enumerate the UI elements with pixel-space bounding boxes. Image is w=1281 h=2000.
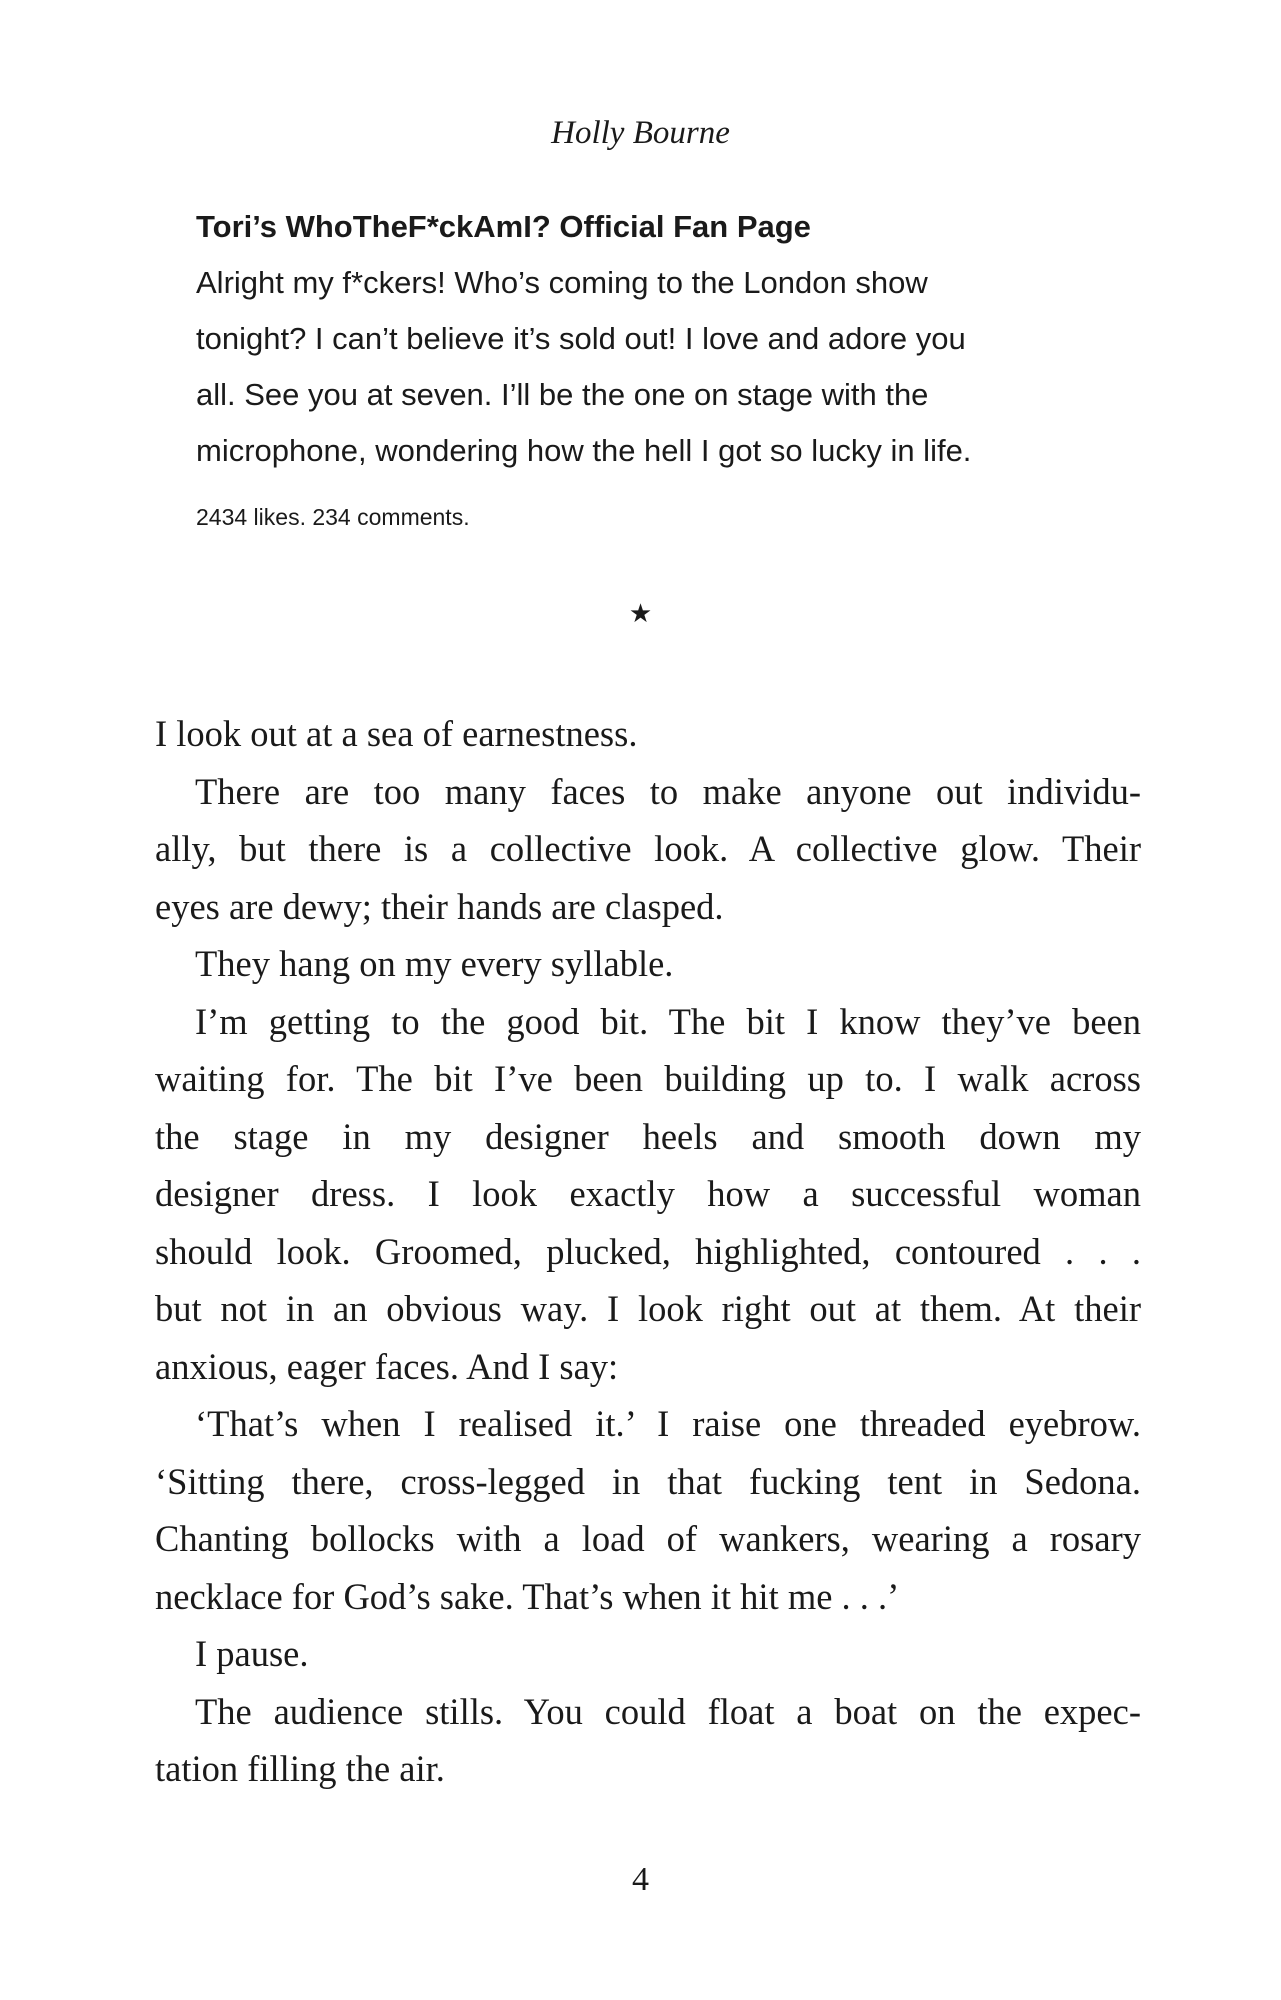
text-line: I look out at a sea of earnestness. [155,713,638,754]
text-line: the stage in my designer heels and smooth down my [155,1115,1141,1157]
text-line: should look. Groomed, plucked, highlighted, contoured . . . [155,1230,1141,1272]
paragraph [155,935,1141,993]
post-body-line: tonight? I can’t believe it’s sold out! I love and adore you [196,321,966,356]
text-line: ‘Sitting there, cross-legged in that fucking tent in Sedona. [155,1460,1141,1502]
text-line: They hang on my every syllable. [195,943,674,984]
text-line: tation filling the air. [155,1748,445,1789]
text-line: anxious, eager faces. And I say: [155,1345,619,1387]
paragraph [155,1395,1141,1625]
text-line: Chanting bollocks with a load of wankers, wearing a rosary [155,1518,1141,1559]
text-line: ‘That’s when I realised it.’ I raise one threaded eyebrow. [195,1403,1141,1444]
post-meta: 2434 likes. 234 comments. [196,504,470,530]
text-line: The audience stills. You could float a boat on the expec- [195,1690,1141,1732]
text-line: There are too many faces to make anyone out individu- [195,770,1141,812]
text-line: eyes are dewy; their hands are clasped. [155,885,724,927]
page-number: 4 [632,1861,649,1898]
fan-page-post [196,205,1096,537]
text-line: waiting for. The bit I’ve been building up to. I walk across [155,1058,1141,1099]
text-line: I’m getting to the good bit. The bit I know they’ve been [195,1000,1141,1042]
section-break-star-icon: ★ [628,599,653,629]
text-line: but not in an obvious way. I look right out at them. At their [155,1288,1141,1329]
running-head: Holly Bourne [551,115,730,151]
post-title: Tori’s WhoTheF*ckAmI? Official Fan Page [196,209,811,244]
text-line: I pause. [195,1633,309,1674]
post-body-line: Alright my f*ckers! Who’s coming to the London show [196,265,928,300]
post-body-line: all. See you at seven. I’ll be the one on stage with the [196,377,929,412]
text-line: ally, but there is a collective look. A collective glow. Their [155,828,1141,869]
paragraph [155,1625,1141,1683]
text-line: necklace for God’s sake. That’s when it hit me . . .’ [155,1575,900,1617]
post-body [196,255,1096,479]
text-line: designer dress. I look exactly how a successful woman [155,1173,1141,1214]
prose-body [155,705,1141,1798]
paragraph [155,763,1141,936]
paragraph [155,1683,1141,1798]
paragraph [155,993,1141,1396]
post-body-line: microphone, wondering how the hell I got so lucky in life. [196,433,972,468]
paragraph [155,705,1141,763]
